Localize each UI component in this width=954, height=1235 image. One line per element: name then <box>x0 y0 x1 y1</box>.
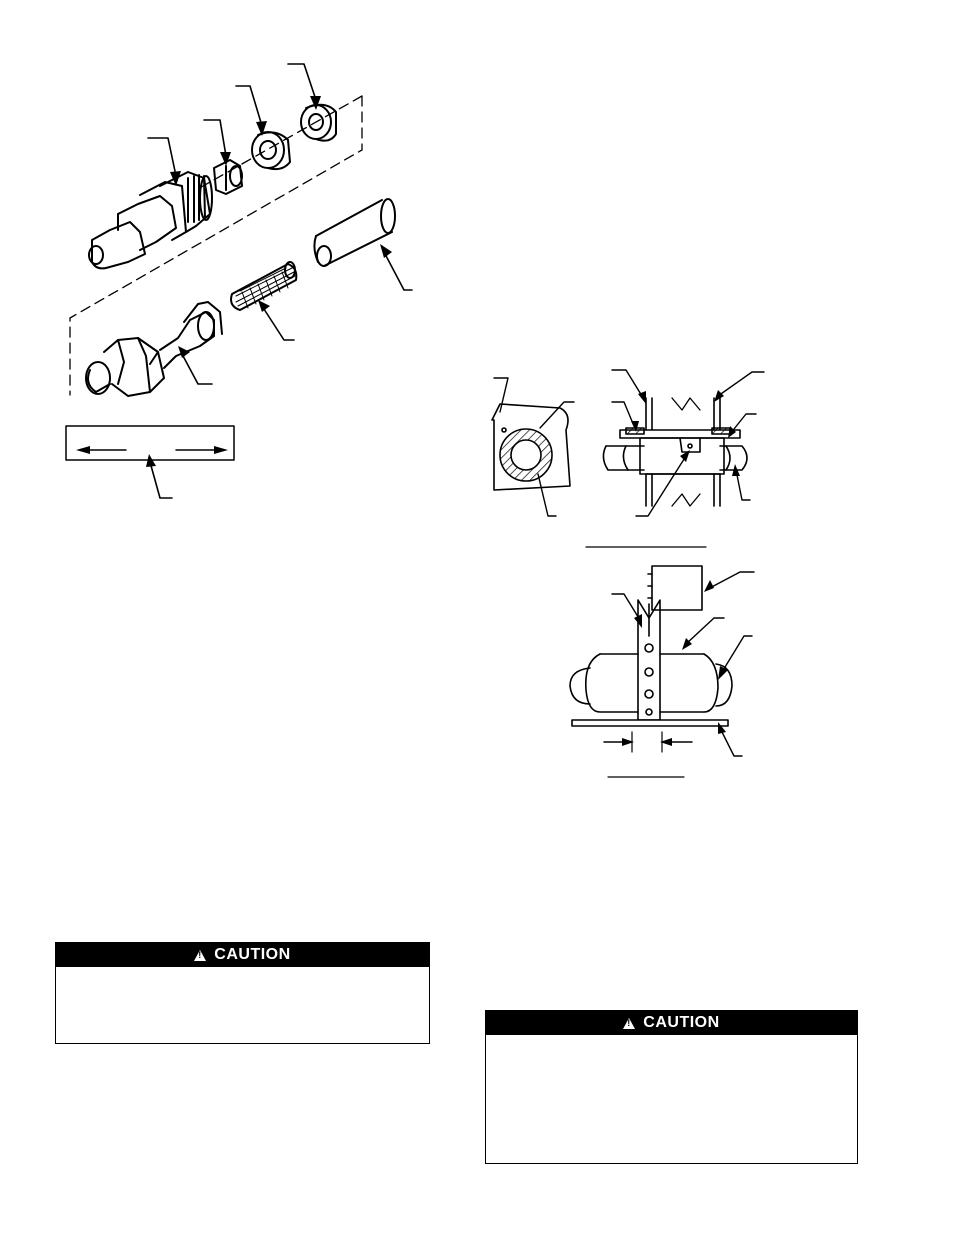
caution-title: CAUTION <box>643 1014 720 1031</box>
warning-triangle-icon <box>194 950 206 961</box>
caution-box-right <box>485 1010 858 1164</box>
tube-side-section <box>603 398 747 506</box>
tube-cross-section <box>492 378 574 516</box>
fin-comb-dim-arrows <box>622 738 672 746</box>
warning-triangle-icon <box>623 1018 635 1029</box>
caution-box-left <box>55 942 430 1044</box>
caution-header <box>56 943 429 967</box>
caution-title: CAUTION <box>214 946 291 963</box>
section-leaders <box>612 370 764 516</box>
fin-comb-view <box>570 566 732 752</box>
caution-header <box>486 1011 857 1035</box>
